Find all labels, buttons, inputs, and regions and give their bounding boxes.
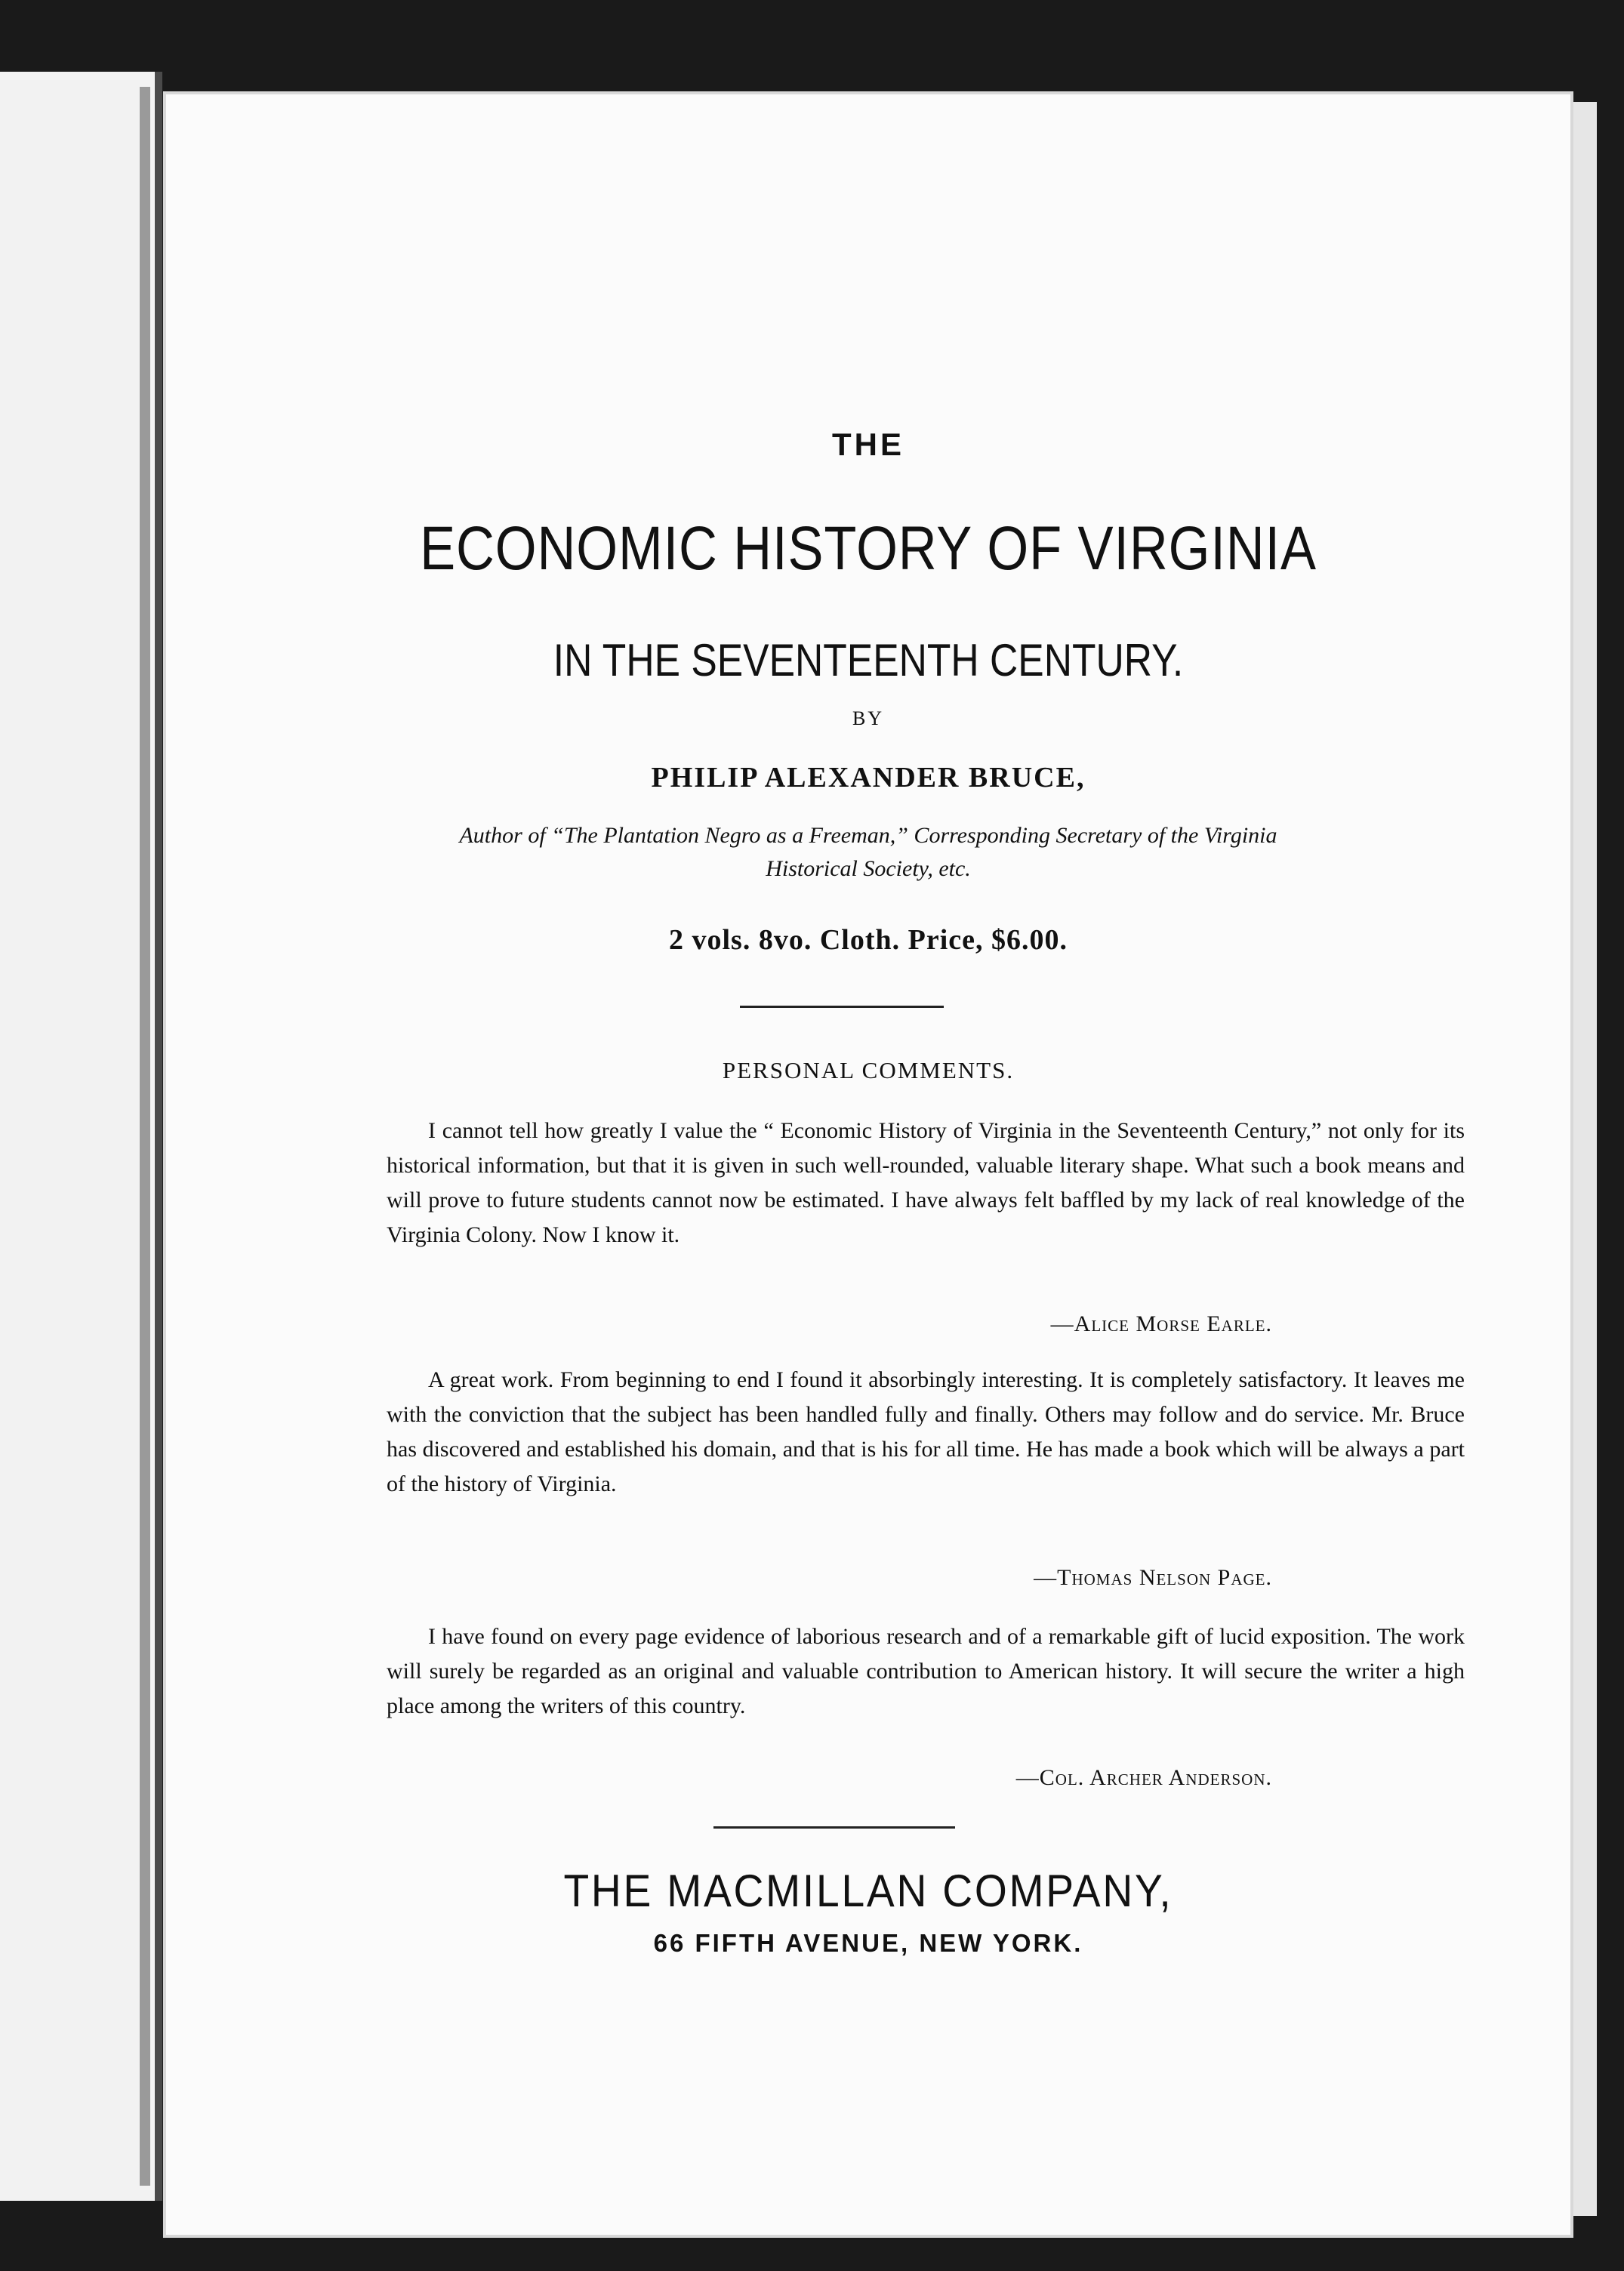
author-name: PHILIP ALEXANDER BRUCE, <box>651 762 1086 793</box>
comment-block <box>387 1619 1465 1724</box>
comment-block <box>387 1114 1465 1253</box>
page-content <box>166 94 1570 2235</box>
book-subtitle: IN THE SEVENTEENTH CENTURY. <box>553 635 1184 686</box>
comment-text: I have found on every page evidence of laborious research and of a remarkable gift of lucid exposition. The work will surely be regarded as an original and valuable contribution to American history. It will secure the writer a high place among the writers of this country. <box>387 1624 1465 1718</box>
comment-author: —Col. Archer Anderson. <box>1015 1765 1272 1790</box>
comment-text: I cannot tell how greatly I value the “ Economic History of Virginia in the Seventeenth Century,” not only for its historical information, but that it is given in such well-rounded, valuable literary shape. What such a book means and will prove to future students cannot now be estimated. I have always felt baffled by my lack of real knowledge of the Virginia Colony. Now I know it. <box>387 1118 1465 1247</box>
comments-heading: PERSONAL COMMENTS. <box>722 1057 1015 1083</box>
right-page-edge <box>1570 102 1597 2216</box>
comment-block <box>387 1363 1465 1502</box>
comment-author: —Alice Morse Earle. <box>1050 1311 1272 1336</box>
book-spine-strip <box>140 87 150 2186</box>
publisher-name: THE MACMILLAN COMPANY, <box>563 1866 1173 1916</box>
book-page <box>166 94 1570 2235</box>
comment-text: A great work. From beginning to end I found it absorbingly interesting. It is completely satisfactory. It leaves me with the conviction that the subject has been handled fully and finally. Others may follow and do service. Mr. Bruce has discovered and established his domain, and that is his for all time. He has made a book which will be always a part of the history of Virginia. <box>387 1367 1465 1496</box>
book-title: ECONOMIC HISTORY OF VIRGINIA <box>420 514 1317 583</box>
author-description: Author of “The Plantation Negro as a Freeman,” Corresponding Secretary of the Virginia Historical Society, etc. <box>459 823 1277 881</box>
price-line: 2 vols. 8vo. Cloth. Price, $6.00. <box>668 924 1068 956</box>
comment-author: —Thomas Nelson Page. <box>1034 1565 1272 1590</box>
divider-rule <box>740 1006 944 1008</box>
divider-rule <box>713 1826 955 1829</box>
publisher-address: 66 FIFTH AVENUE, NEW YORK. <box>653 1929 1083 1957</box>
title-article: THE <box>832 427 904 462</box>
left-page-edge <box>0 72 162 2201</box>
by-line: BY <box>852 707 885 729</box>
